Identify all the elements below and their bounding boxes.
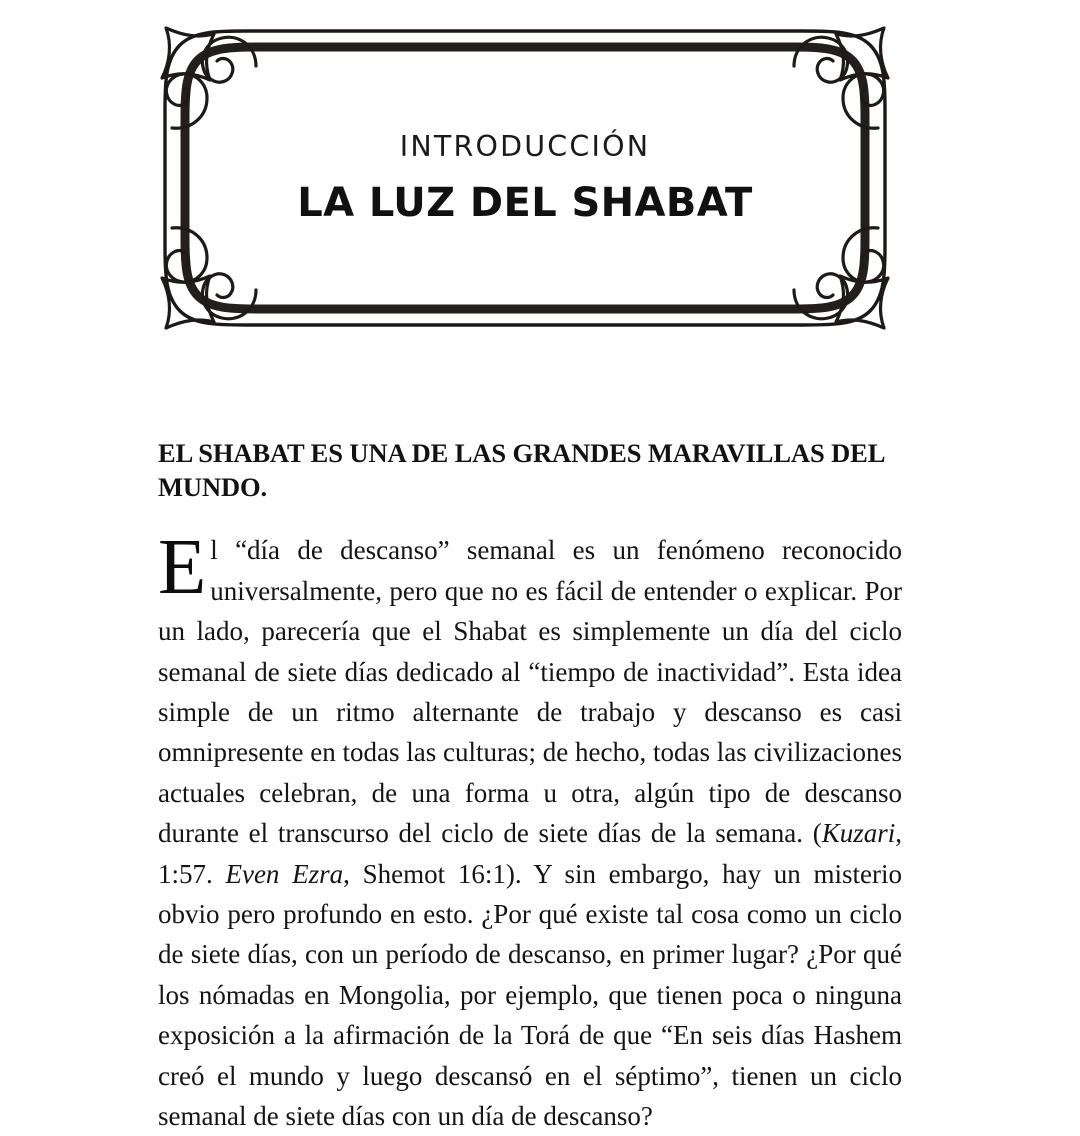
citation-even-ezra: Even Ezra	[225, 858, 344, 889]
chapter-title: LA LUZ DEL SHABAT	[297, 180, 753, 227]
drop-cap: E	[158, 524, 207, 612]
paragraph-part-3: , Shemot 16:1). Y sin embargo, hay un misterio obvio pero profundo en esto. ¿Por qué existe tal cosa como un ciclo de siete días, con un período de descanso, en primer lugar? ¿Por qué los nómadas en Mongolia, por ejemplo, que tienen poca o ninguna exposición a la afirmación de la Torá de que “En seis días Hashem creó el mundo y luego descansó en el séptimo”, tienen un ciclo semanal de siete días con un día de descanso?	[158, 858, 903, 1131]
citation-kuzari: Kuzari	[821, 818, 896, 849]
chapter-kicker: INTRODUCCIÓN	[399, 129, 651, 163]
article-body-paragraph	[158, 524, 903, 1136]
chapter-title-plaque	[152, 18, 898, 338]
article-lede: EL SHABAT ES UNA DE LAS GRANDES MARAVILLAS DEL MUNDO.	[158, 438, 884, 502]
article-text-column	[158, 437, 902, 1136]
paragraph-part-1: l “día de descanso” semanal es un fenómeno reconocido universalmente, pero que no es fácil de entender o explicar. Por un lado, parecería que el Shabat es simplemente un día del ciclo semanal de siete días dedicado al “tiempo de inactividad”. Esta idea simple de un ritmo alternante de trabajo y descanso es casi omnipresente en todas las culturas; de hecho, todas las civilizaciones actuales celebran, de una forma u otra, algún tipo de descanso durante el transcurso del ciclo de siete días de la semana. (	[158, 535, 902, 849]
plaque-text-block	[152, 18, 898, 338]
paragraph-part-2: , 1:57.	[158, 818, 902, 889]
